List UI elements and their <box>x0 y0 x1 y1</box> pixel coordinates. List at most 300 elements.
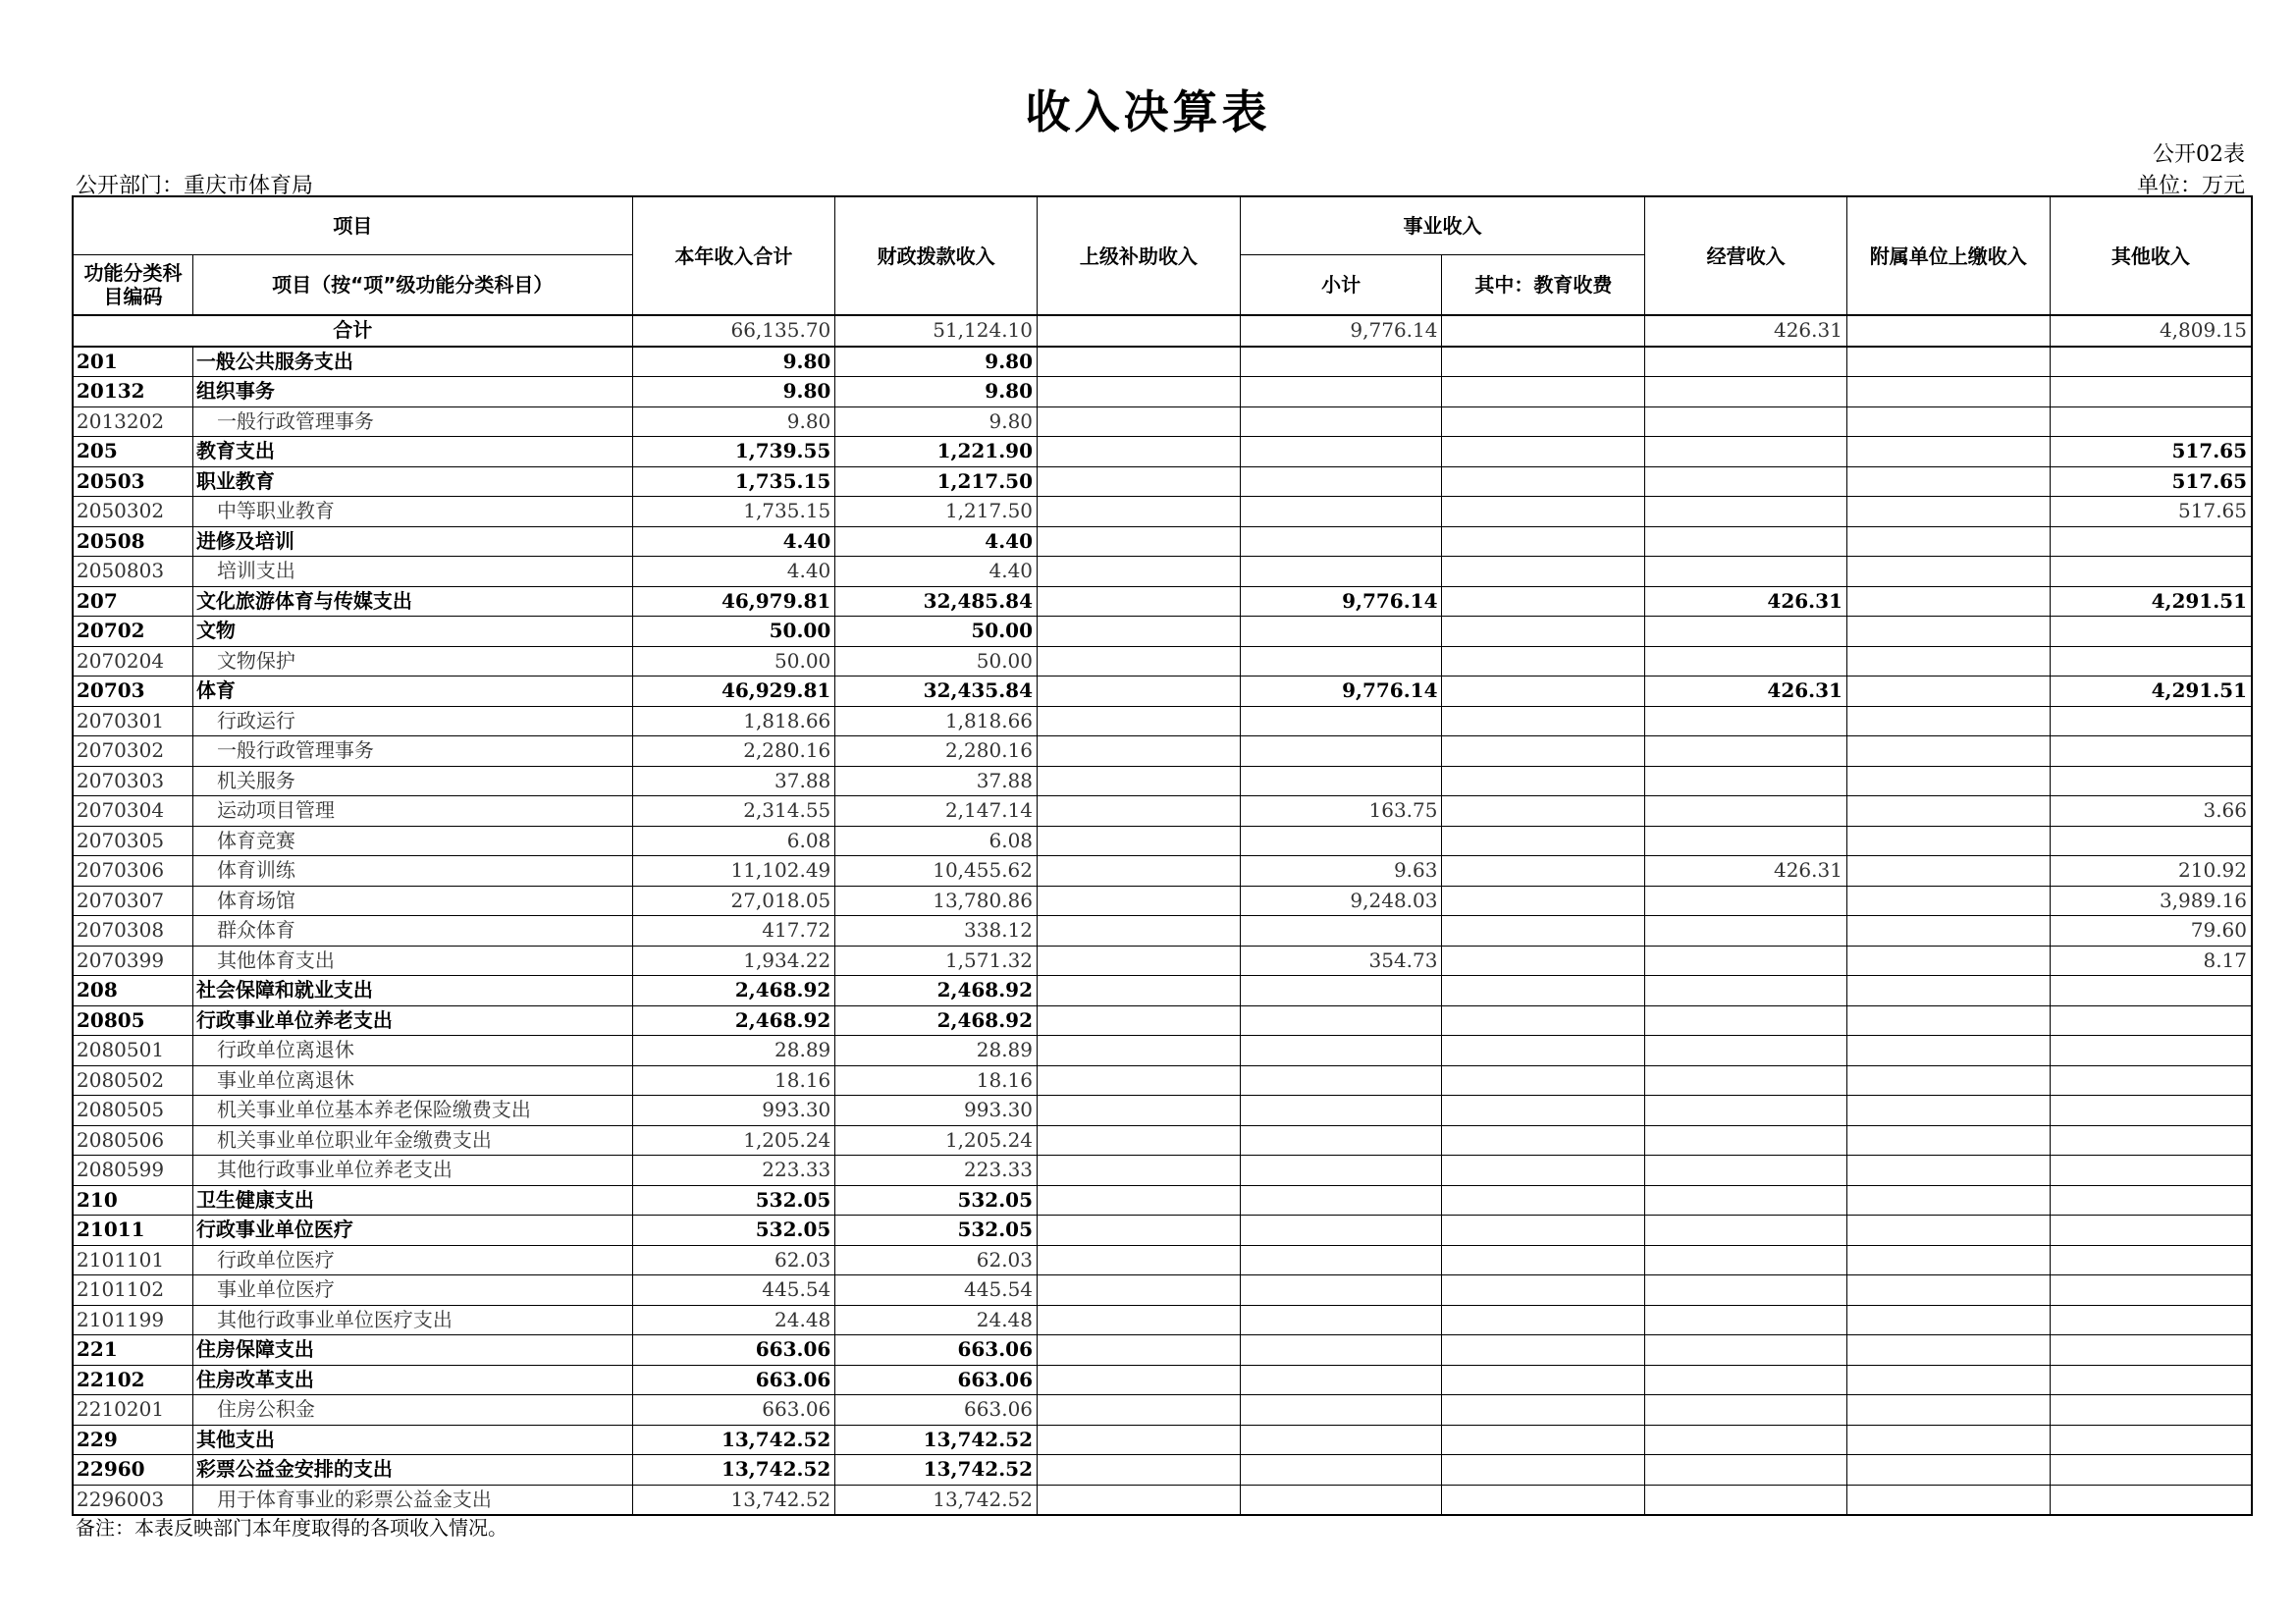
upper-cell <box>1038 706 1241 736</box>
name-cell: 组织事务 <box>192 377 632 407</box>
business-cell: 426.31 <box>1645 677 1847 707</box>
affiliate-cell <box>1846 946 2050 976</box>
edu-cell <box>1442 886 1645 916</box>
business-cell <box>1645 1305 1847 1335</box>
table-row <box>73 437 2252 467</box>
table-row <box>73 1455 2252 1486</box>
table-row <box>73 1335 2252 1366</box>
business-cell <box>1645 1216 1847 1246</box>
fiscal-cell: 13,742.52 <box>835 1485 1038 1515</box>
edu-cell <box>1442 437 1645 467</box>
code-cell: 2101102 <box>73 1275 192 1306</box>
business-cell <box>1645 1156 1847 1186</box>
code-cell: 20132 <box>73 377 192 407</box>
table-row <box>73 796 2252 827</box>
fiscal-cell: 50.00 <box>835 617 1038 647</box>
other-cell: 4,291.51 <box>2050 677 2252 707</box>
business-cell <box>1645 1005 1847 1036</box>
business-cell <box>1645 557 1847 587</box>
other-cell <box>2050 1245 2252 1275</box>
affiliate-cell <box>1846 557 2050 587</box>
code-cell: 2070204 <box>73 646 192 677</box>
header-subtotal: 小计 <box>1240 255 1442 316</box>
name-cell: 中等职业教育 <box>192 497 632 527</box>
table-row <box>73 826 2252 856</box>
other-cell <box>2050 1425 2252 1455</box>
edu-cell <box>1442 1425 1645 1455</box>
affiliate-cell <box>1846 437 2050 467</box>
fiscal-cell: 9.80 <box>835 377 1038 407</box>
other-cell: 210.92 <box>2050 856 2252 887</box>
subtotal-cell <box>1240 347 1442 377</box>
subtotal-cell <box>1240 377 1442 407</box>
other-cell <box>2050 706 2252 736</box>
upper-cell <box>1038 766 1241 796</box>
edu-cell <box>1442 557 1645 587</box>
edu-cell <box>1442 1485 1645 1515</box>
subtotal-cell: 9,776.14 <box>1240 315 1442 347</box>
income-table <box>72 195 2253 1516</box>
table-row <box>73 677 2252 707</box>
affiliate-cell <box>1846 315 2050 347</box>
code-cell: 221 <box>73 1335 192 1366</box>
subtotal-cell: 9.63 <box>1240 856 1442 887</box>
edu-cell <box>1442 796 1645 827</box>
header-edu: 其中：教育收费 <box>1442 255 1645 316</box>
total-cell: 993.30 <box>632 1096 835 1126</box>
affiliate-cell <box>1846 1125 2050 1156</box>
subtotal-cell: 163.75 <box>1240 796 1442 827</box>
edu-cell <box>1442 1245 1645 1275</box>
total-cell: 663.06 <box>632 1335 835 1366</box>
edu-cell <box>1442 347 1645 377</box>
business-cell <box>1645 406 1847 437</box>
upper-cell <box>1038 856 1241 887</box>
upper-cell <box>1038 1156 1241 1186</box>
upper-cell <box>1038 586 1241 617</box>
code-cell: 2013202 <box>73 406 192 437</box>
name-cell: 事业单位离退休 <box>192 1065 632 1096</box>
edu-cell <box>1442 1395 1645 1426</box>
fiscal-cell: 4.40 <box>835 557 1038 587</box>
other-cell <box>2050 1305 2252 1335</box>
fiscal-cell: 51,124.10 <box>835 315 1038 347</box>
edu-cell <box>1442 1305 1645 1335</box>
fiscal-cell: 37.88 <box>835 766 1038 796</box>
total-cell: 4.40 <box>632 557 835 587</box>
affiliate-cell <box>1846 1096 2050 1126</box>
code-cell: 20503 <box>73 466 192 497</box>
other-cell <box>2050 1455 2252 1486</box>
form-number: 公开02表 <box>2153 142 2245 167</box>
business-cell <box>1645 377 1847 407</box>
table-header <box>73 196 2252 315</box>
fiscal-cell: 50.00 <box>835 646 1038 677</box>
fiscal-cell: 13,742.52 <box>835 1455 1038 1486</box>
other-cell <box>2050 826 2252 856</box>
fiscal-cell: 532.05 <box>835 1185 1038 1216</box>
fiscal-cell: 10,455.62 <box>835 856 1038 887</box>
code-cell: 2296003 <box>73 1485 192 1515</box>
total-cell: 13,742.52 <box>632 1455 835 1486</box>
fiscal-cell: 1,217.50 <box>835 466 1038 497</box>
total-cell: 9.80 <box>632 347 835 377</box>
header-name: 项目（按“项”级功能分类科目） <box>192 255 632 316</box>
table-row <box>73 646 2252 677</box>
name-cell: 教育支出 <box>192 437 632 467</box>
total-cell: 6.08 <box>632 826 835 856</box>
affiliate-cell <box>1846 796 2050 827</box>
name-cell: 运动项目管理 <box>192 796 632 827</box>
edu-cell <box>1442 1335 1645 1366</box>
other-cell <box>2050 347 2252 377</box>
subtotal-cell <box>1240 1065 1442 1096</box>
table-row <box>73 1425 2252 1455</box>
upper-cell <box>1038 1485 1241 1515</box>
code-cell: 2050302 <box>73 497 192 527</box>
header-business: 经营收入 <box>1645 196 1847 315</box>
total-cell: 9.80 <box>632 406 835 437</box>
business-cell <box>1645 646 1847 677</box>
total-cell: 24.48 <box>632 1305 835 1335</box>
business-cell <box>1645 1455 1847 1486</box>
other-cell <box>2050 1216 2252 1246</box>
subtotal-cell <box>1240 497 1442 527</box>
subtotal-cell <box>1240 1036 1442 1066</box>
other-cell: 4,809.15 <box>2050 315 2252 347</box>
name-cell: 行政事业单位养老支出 <box>192 1005 632 1036</box>
fiscal-cell: 13,742.52 <box>835 1425 1038 1455</box>
total-cell: 50.00 <box>632 646 835 677</box>
subtotal-cell <box>1240 646 1442 677</box>
table-row <box>73 586 2252 617</box>
header-career: 事业收入 <box>1240 196 1644 255</box>
edu-cell <box>1442 826 1645 856</box>
upper-cell <box>1038 1305 1241 1335</box>
subtotal-cell <box>1240 916 1442 947</box>
edu-cell <box>1442 466 1645 497</box>
total-cell: 46,929.81 <box>632 677 835 707</box>
name-cell: 机关服务 <box>192 766 632 796</box>
edu-cell <box>1442 1275 1645 1306</box>
affiliate-cell <box>1846 1036 2050 1066</box>
business-cell: 426.31 <box>1645 315 1847 347</box>
code-cell: 2070308 <box>73 916 192 947</box>
code-cell: 2050803 <box>73 557 192 587</box>
subtotal-cell <box>1240 1005 1442 1036</box>
code-cell: 2070399 <box>73 946 192 976</box>
other-cell: 517.65 <box>2050 497 2252 527</box>
total-cell: 13,742.52 <box>632 1485 835 1515</box>
fiscal-cell: 32,485.84 <box>835 586 1038 617</box>
upper-cell <box>1038 736 1241 767</box>
upper-cell <box>1038 315 1241 347</box>
edu-cell <box>1442 1096 1645 1126</box>
other-cell <box>2050 1365 2252 1395</box>
fiscal-cell: 13,780.86 <box>835 886 1038 916</box>
name-cell: 体育场馆 <box>192 886 632 916</box>
name-cell: 文化旅游体育与传媒支出 <box>192 586 632 617</box>
affiliate-cell <box>1846 526 2050 557</box>
business-cell <box>1645 886 1847 916</box>
edu-cell <box>1442 315 1645 347</box>
code-cell: 2080501 <box>73 1036 192 1066</box>
business-cell <box>1645 976 1847 1006</box>
fiscal-cell: 338.12 <box>835 916 1038 947</box>
business-cell <box>1645 1245 1847 1275</box>
subtotal-cell <box>1240 406 1442 437</box>
code-cell: 2080505 <box>73 1096 192 1126</box>
name-cell: 体育 <box>192 677 632 707</box>
total-cell: 1,735.15 <box>632 497 835 527</box>
business-cell <box>1645 1065 1847 1096</box>
business-cell <box>1645 437 1847 467</box>
fiscal-cell: 32,435.84 <box>835 677 1038 707</box>
code-cell: 2101199 <box>73 1305 192 1335</box>
business-cell <box>1645 706 1847 736</box>
total-cell: 1,739.55 <box>632 437 835 467</box>
edu-cell <box>1442 1125 1645 1156</box>
table-row <box>73 406 2252 437</box>
upper-cell <box>1038 1125 1241 1156</box>
edu-cell <box>1442 1455 1645 1486</box>
other-cell: 517.65 <box>2050 466 2252 497</box>
edu-cell <box>1442 766 1645 796</box>
other-cell: 3,989.16 <box>2050 886 2252 916</box>
edu-cell <box>1442 706 1645 736</box>
total-cell: 4.40 <box>632 526 835 557</box>
table-row <box>73 1245 2252 1275</box>
affiliate-cell <box>1846 1425 2050 1455</box>
name-cell: 社会保障和就业支出 <box>192 976 632 1006</box>
subtotal-cell <box>1240 1335 1442 1366</box>
other-cell <box>2050 1005 2252 1036</box>
total-cell: 2,314.55 <box>632 796 835 827</box>
unit-label: 单位：万元 <box>2136 174 2245 198</box>
table-row <box>73 1275 2252 1306</box>
total-cell: 1,934.22 <box>632 946 835 976</box>
subtotal-cell: 354.73 <box>1240 946 1442 976</box>
subtotal-cell <box>1240 1245 1442 1275</box>
business-cell <box>1645 497 1847 527</box>
business-cell <box>1645 1425 1847 1455</box>
total-cell: 50.00 <box>632 617 835 647</box>
header-item: 项目 <box>73 196 632 255</box>
name-cell: 其他体育支出 <box>192 946 632 976</box>
name-cell: 行政单位医疗 <box>192 1245 632 1275</box>
code-cell: 2070301 <box>73 706 192 736</box>
edu-cell <box>1442 1065 1645 1096</box>
other-cell <box>2050 557 2252 587</box>
affiliate-cell <box>1846 377 2050 407</box>
business-cell <box>1645 617 1847 647</box>
table-row <box>73 1005 2252 1036</box>
other-cell <box>2050 1125 2252 1156</box>
other-cell <box>2050 1036 2252 1066</box>
business-cell <box>1645 1395 1847 1426</box>
header-fiscal: 财政拨款收入 <box>835 196 1038 315</box>
upper-cell <box>1038 946 1241 976</box>
affiliate-cell <box>1846 1365 2050 1395</box>
upper-cell <box>1038 557 1241 587</box>
table-row <box>73 526 2252 557</box>
table-row <box>73 557 2252 587</box>
code-cell: 2070304 <box>73 796 192 827</box>
edu-cell <box>1442 646 1645 677</box>
edu-cell <box>1442 377 1645 407</box>
other-cell <box>2050 526 2252 557</box>
code-cell: 20508 <box>73 526 192 557</box>
subtotal-cell <box>1240 526 1442 557</box>
total-cell: 37.88 <box>632 766 835 796</box>
header-total: 本年收入合计 <box>632 196 835 315</box>
code-cell: 2101101 <box>73 1245 192 1275</box>
name-cell: 机关事业单位职业年金缴费支出 <box>192 1125 632 1156</box>
code-cell: 20702 <box>73 617 192 647</box>
other-cell <box>2050 1395 2252 1426</box>
name-cell: 进修及培训 <box>192 526 632 557</box>
fiscal-cell: 4.40 <box>835 526 1038 557</box>
upper-cell <box>1038 497 1241 527</box>
table-row <box>73 766 2252 796</box>
upper-cell <box>1038 526 1241 557</box>
affiliate-cell <box>1846 1216 2050 1246</box>
code-cell: 210 <box>73 1185 192 1216</box>
total-cell: 2,280.16 <box>632 736 835 767</box>
business-cell <box>1645 1185 1847 1216</box>
total-cell: 13,742.52 <box>632 1425 835 1455</box>
name-cell: 一般公共服务支出 <box>192 347 632 377</box>
code-cell: 20703 <box>73 677 192 707</box>
total-cell: 2,468.92 <box>632 1005 835 1036</box>
header-upper: 上级补助收入 <box>1038 196 1241 315</box>
name-cell: 住房公积金 <box>192 1395 632 1426</box>
business-cell <box>1645 1275 1847 1306</box>
affiliate-cell <box>1846 1275 2050 1306</box>
subtotal-cell <box>1240 1425 1442 1455</box>
fiscal-cell: 1,217.50 <box>835 497 1038 527</box>
edu-cell <box>1442 946 1645 976</box>
fiscal-cell: 2,280.16 <box>835 736 1038 767</box>
upper-cell <box>1038 976 1241 1006</box>
code-cell: 2080599 <box>73 1156 192 1186</box>
edu-cell <box>1442 1005 1645 1036</box>
subtotal-cell <box>1240 976 1442 1006</box>
name-cell: 住房保障支出 <box>192 1335 632 1366</box>
code-cell: 2080506 <box>73 1125 192 1156</box>
code-cell: 201 <box>73 347 192 377</box>
total-cell: 46,979.81 <box>632 586 835 617</box>
name-cell: 体育训练 <box>192 856 632 887</box>
subtotal-cell: 9,776.14 <box>1240 586 1442 617</box>
business-cell <box>1645 796 1847 827</box>
total-label: 合计 <box>73 315 632 347</box>
code-cell: 2070307 <box>73 886 192 916</box>
fiscal-cell: 663.06 <box>835 1365 1038 1395</box>
edu-cell <box>1442 976 1645 1006</box>
table-row <box>73 916 2252 947</box>
code-cell: 205 <box>73 437 192 467</box>
code-cell: 208 <box>73 976 192 1006</box>
total-cell: 27,018.05 <box>632 886 835 916</box>
table-row <box>73 466 2252 497</box>
upper-cell <box>1038 1036 1241 1066</box>
fiscal-cell: 1,221.90 <box>835 437 1038 467</box>
upper-cell <box>1038 1096 1241 1126</box>
table-row <box>73 1156 2252 1186</box>
upper-cell <box>1038 347 1241 377</box>
affiliate-cell <box>1846 1305 2050 1335</box>
edu-cell <box>1442 677 1645 707</box>
footnote: 备注：本表反映部门本年度取得的各项收入情况。 <box>76 1516 507 1540</box>
business-cell <box>1645 1036 1847 1066</box>
name-cell: 一般行政管理事务 <box>192 736 632 767</box>
edu-cell <box>1442 617 1645 647</box>
business-cell <box>1645 1125 1847 1156</box>
upper-cell <box>1038 1455 1241 1486</box>
name-cell: 行政运行 <box>192 706 632 736</box>
table-row <box>73 1036 2252 1066</box>
fiscal-cell: 9.80 <box>835 406 1038 437</box>
table-row <box>73 976 2252 1006</box>
upper-cell <box>1038 796 1241 827</box>
affiliate-cell <box>1846 916 2050 947</box>
upper-cell <box>1038 1275 1241 1306</box>
other-cell <box>2050 1096 2252 1126</box>
fiscal-cell: 663.06 <box>835 1395 1038 1426</box>
code-cell: 22102 <box>73 1365 192 1395</box>
total-cell: 223.33 <box>632 1156 835 1186</box>
name-cell: 住房改革支出 <box>192 1365 632 1395</box>
table-row <box>73 1065 2252 1096</box>
affiliate-cell <box>1846 856 2050 887</box>
total-cell: 532.05 <box>632 1216 835 1246</box>
affiliate-cell <box>1846 646 2050 677</box>
upper-cell <box>1038 646 1241 677</box>
affiliate-cell <box>1846 826 2050 856</box>
upper-cell <box>1038 826 1241 856</box>
fiscal-cell: 532.05 <box>835 1216 1038 1246</box>
total-cell: 62.03 <box>632 1245 835 1275</box>
affiliate-cell <box>1846 586 2050 617</box>
subtotal-cell <box>1240 1096 1442 1126</box>
total-cell: 18.16 <box>632 1065 835 1096</box>
fiscal-cell: 24.48 <box>835 1305 1038 1335</box>
table-row <box>73 886 2252 916</box>
name-cell: 职业教育 <box>192 466 632 497</box>
subtotal-cell <box>1240 437 1442 467</box>
upper-cell <box>1038 677 1241 707</box>
code-cell: 2070305 <box>73 826 192 856</box>
business-cell <box>1645 1485 1847 1515</box>
affiliate-cell <box>1846 1065 2050 1096</box>
affiliate-cell <box>1846 1005 2050 1036</box>
fiscal-cell: 2,147.14 <box>835 796 1038 827</box>
code-cell: 21011 <box>73 1216 192 1246</box>
subtotal-cell <box>1240 1485 1442 1515</box>
fiscal-cell: 2,468.92 <box>835 1005 1038 1036</box>
other-cell <box>2050 617 2252 647</box>
other-cell <box>2050 1185 2252 1216</box>
other-cell: 3.66 <box>2050 796 2252 827</box>
total-cell: 445.54 <box>632 1275 835 1306</box>
edu-cell <box>1442 1036 1645 1066</box>
affiliate-cell <box>1846 347 2050 377</box>
fiscal-cell: 1,818.66 <box>835 706 1038 736</box>
affiliate-cell <box>1846 1335 2050 1366</box>
table-row <box>73 617 2252 647</box>
upper-cell <box>1038 916 1241 947</box>
